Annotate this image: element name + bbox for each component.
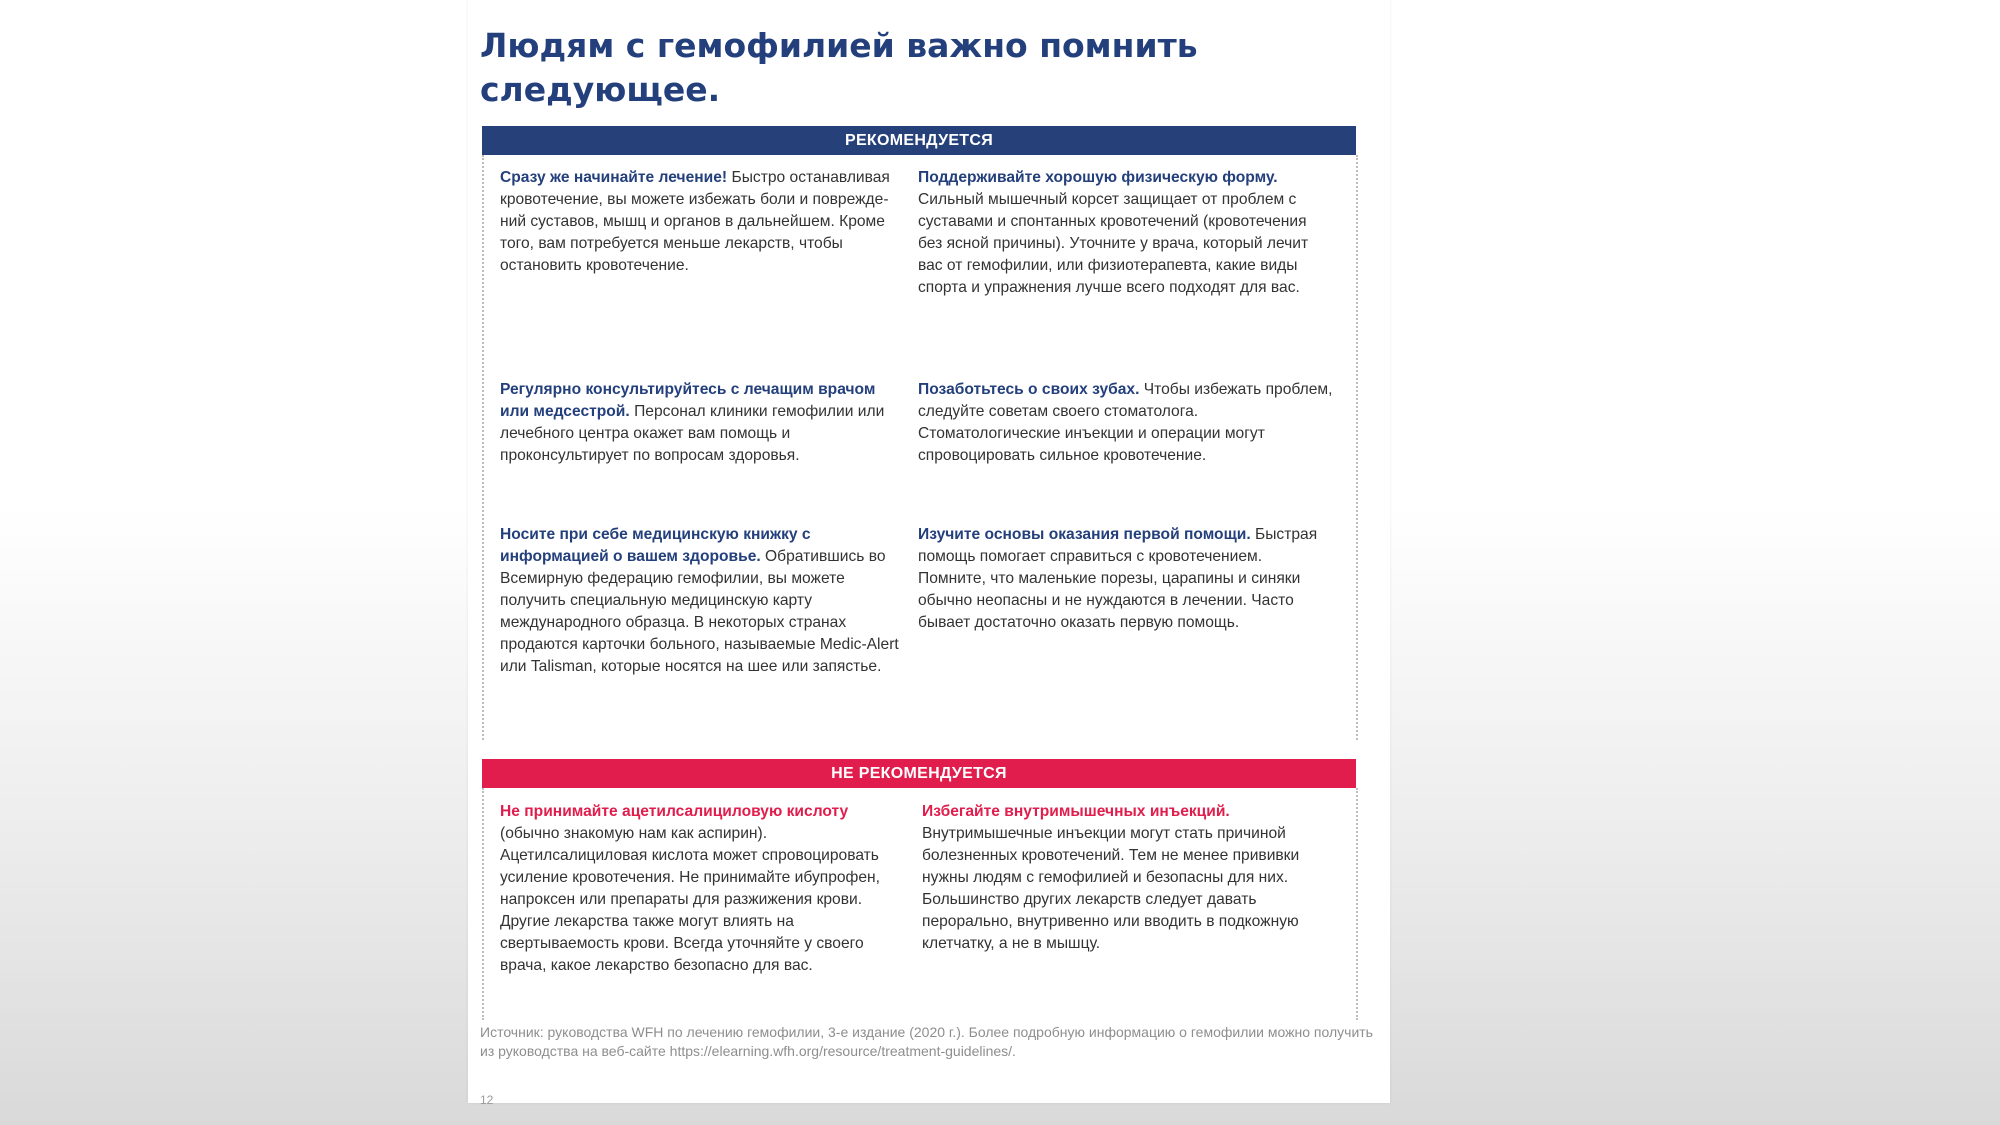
tip-avoid-intramuscular — [922, 801, 1322, 955]
tip-physical-fitness — [918, 167, 1334, 299]
tip-lead: Избегайте внутримышечных инъекций. — [922, 803, 1230, 820]
tip-dental-care — [918, 379, 1334, 467]
not-recommended-panel — [482, 788, 1358, 1020]
tip-lead: Изучите основы оказания первой помощи. — [918, 526, 1251, 543]
tip-consult-doctor — [500, 379, 900, 467]
tip-lead: Позаботьтесь о своих зубах. — [918, 381, 1140, 398]
document-page — [468, 0, 1390, 1107]
tip-first-aid — [918, 524, 1334, 634]
tip-lead: Носите при себе медицинскую книжку с информацией о вашем здоровье. — [500, 526, 811, 565]
tip-text: Внутримышечные инъекции могут стать причиной болезненных кровотечений. Тем не менее прививки нужны людям с гемофилией и безопасны для них. Большинство других лекарств следует давать перорально, внутривенно или вводить в подкожную клетчатку, а не в мышцу. — [922, 825, 1300, 952]
tip-text: Сильный мышечный корсет защищает от проблем с суставами и спонтанных кровотечений (кровотечения без ясной причины). Уточните у врача, который лечит вас от гемофилии, или физиотерапевта, какие виды спорта и упражнения лучше всего подходят для вас. — [918, 191, 1309, 296]
recommended-header: РЕКОМЕНДУЕТСЯ — [482, 126, 1356, 155]
recommended-panel — [482, 155, 1358, 740]
tip-text: Быстро останавливая кровотечение, вы можете избежать боли и повреждений суставов, мышц и органов в дальнейшем. Кроме того, вам потребуется меньше лекарств, чтобы остановить кровотечение. — [500, 169, 890, 274]
tip-text: Быстрая помощь помогает справиться с кровотечением. Помните, что маленькие порезы, царапины и синяки обычно неопасны и не нуждаются в лечении. Часто бывает достаточно оказать первую помощь. — [918, 526, 1318, 631]
tip-lead: Не принимайте ацетилсалициловую кислоту — [500, 803, 849, 820]
tip-text: Персонал клиники гемофилии или лечебного центра окажет вам помощь и проконсультирует по вопросам здоровья. — [500, 403, 885, 464]
page-number: 12 — [480, 1093, 494, 1107]
not-recommended-header: НЕ РЕКОМЕНДУЕТСЯ — [482, 759, 1356, 788]
tip-start-treatment — [500, 167, 900, 277]
tip-medical-id — [500, 524, 900, 678]
tip-text: (обычно знакомую нам как аспирин). Ацетилсалициловая кислота может спровоцировать усиление кровотечения. Не принимайте ибупрофен, напроксен или препараты для разжижения крови. Другие лекарства также могут влиять на свертываемость крови. Всегда уточняйте у своего врача, какое лекарство безопасно для вас. — [500, 825, 881, 974]
tip-lead: Поддерживайте хорошую физическую форму. — [918, 169, 1278, 186]
tip-avoid-aspirin — [500, 801, 904, 977]
tip-text: Чтобы избежать проблем, следуйте советам своего стоматолога. Стоматологические инъекции и операции могут спровоцировать сильное кровотечение. — [918, 381, 1333, 464]
tip-lead: Сразу же начинайте лечение! — [500, 169, 728, 186]
tip-lead: Регулярно консультируйтесь с лечащим врачом или медсестрой. — [500, 381, 876, 420]
tip-text: Обратившись во Всемирную федерацию гемофилии, вы можете получить специальную медицинскую карту международного образца. В некоторых странах продаются карточки больного, называемые Medic-Alert или Talisman, которые носятся на шее или запястье. — [500, 548, 899, 675]
page-title: Людям с гемофилией важно помнить следующее. — [480, 26, 1198, 109]
source-note: Источник: руководства WFH по лечению гемофилии, 3-е издание (2020 г.). Более подробную информацию о гемофилии можно получить из руководства на веб-сайте https://elearning.wfh.org/resource/treatment-guidelines/. — [480, 1024, 1373, 1059]
